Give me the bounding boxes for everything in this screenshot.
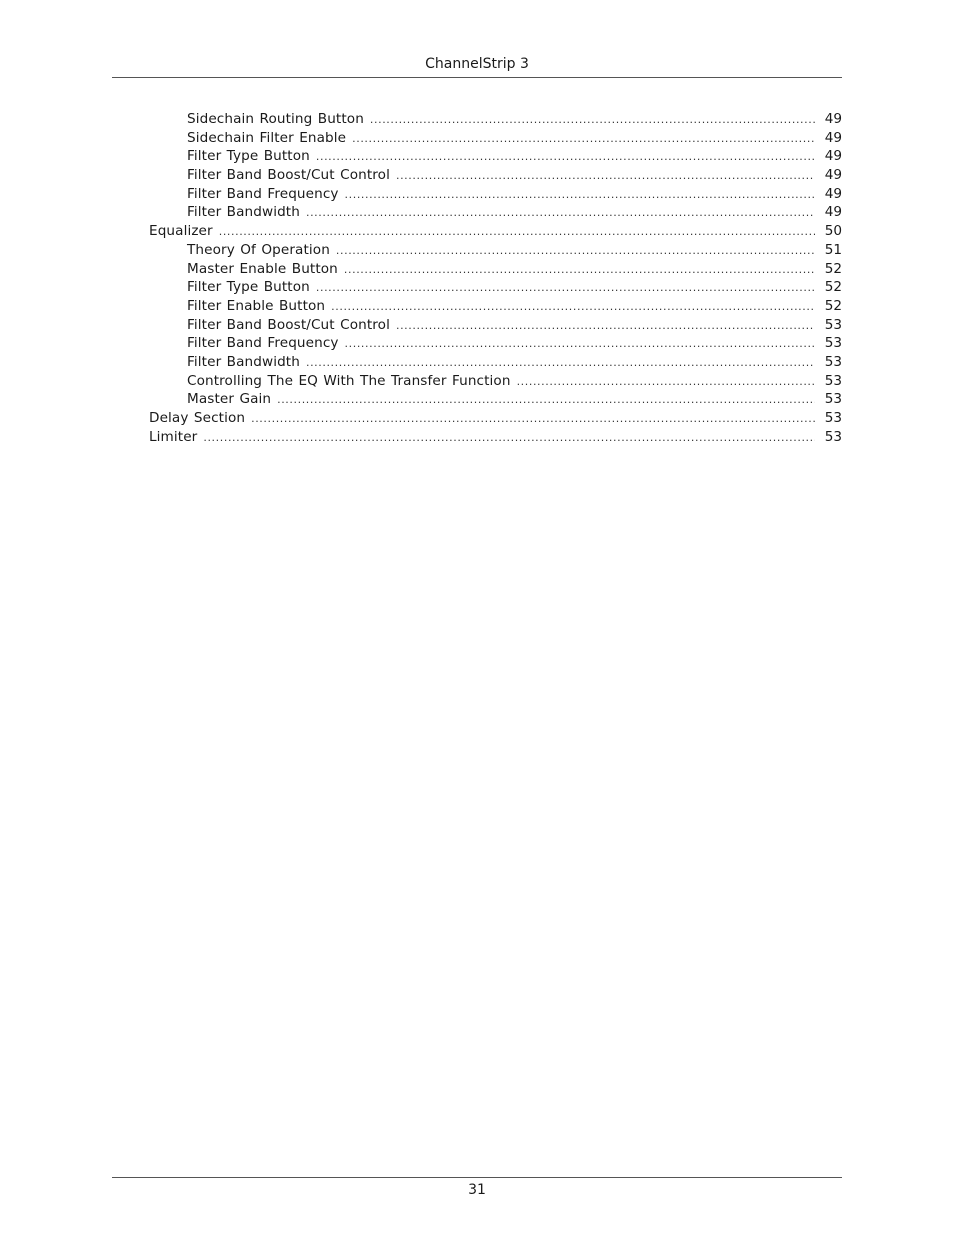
toc-entry-page[interactable]: 50 <box>824 223 842 240</box>
toc-dot-leader <box>396 317 815 336</box>
toc-dot-leader <box>316 148 815 167</box>
toc-dot-leader <box>517 373 815 392</box>
toc-entry-title[interactable]: Theory Of Operation <box>187 241 330 258</box>
toc-entry-title[interactable]: Controlling The EQ With The Transfer Function <box>187 372 511 389</box>
toc-dot-leader <box>251 410 815 429</box>
toc-dot-leader <box>344 261 815 280</box>
toc-entry-page[interactable]: 49 <box>824 204 842 221</box>
toc-entry-page[interactable]: 49 <box>824 148 842 165</box>
toc-entry-page[interactable]: 53 <box>824 428 842 445</box>
toc-entry[interactable] <box>149 129 842 148</box>
toc-entry[interactable] <box>149 147 842 166</box>
toc-dot-leader <box>352 130 815 149</box>
toc-entry[interactable] <box>149 185 842 204</box>
toc-entry-page[interactable]: 53 <box>824 391 842 408</box>
toc-entry-title[interactable]: Filter Type Button <box>187 279 310 296</box>
toc-entry-page[interactable]: 52 <box>824 279 842 296</box>
toc-entry-title[interactable]: Master Enable Button <box>187 260 338 277</box>
toc-entry-page[interactable]: 53 <box>824 353 842 370</box>
toc-entry-page[interactable]: 51 <box>824 241 842 258</box>
toc-entry-page[interactable]: 49 <box>824 129 842 146</box>
toc-entry[interactable] <box>149 428 842 447</box>
page-number: 31 <box>468 1182 486 1198</box>
toc-entry-page[interactable]: 52 <box>824 260 842 277</box>
toc-dot-leader <box>219 223 815 242</box>
toc-entry-page[interactable]: 49 <box>824 111 842 127</box>
toc-entry-title[interactable]: Filter Band Frequency <box>187 335 339 352</box>
toc-entry-title[interactable]: Equalizer <box>149 223 213 240</box>
toc-entry-title[interactable]: Master Gain <box>187 391 272 408</box>
toc-entry-title[interactable]: Sidechain Routing Button <box>187 111 364 127</box>
toc-entry-title[interactable]: Filter Enable Button <box>187 297 326 314</box>
header-rule <box>112 77 842 78</box>
toc-entry-page[interactable]: 49 <box>824 167 842 184</box>
toc-entry-title[interactable]: Filter Band Boost/Cut Control <box>187 316 390 333</box>
toc-entry[interactable] <box>149 278 842 297</box>
toc-dot-leader <box>345 186 815 205</box>
toc-entry[interactable] <box>149 166 842 185</box>
page-header-title: ChannelStrip 3 <box>425 56 529 72</box>
toc-dot-leader <box>203 429 814 448</box>
toc-dot-leader <box>277 391 815 410</box>
toc-dot-leader <box>306 204 815 223</box>
toc-entry-page[interactable]: 52 <box>824 297 842 314</box>
toc-entry-page[interactable]: 53 <box>824 316 842 333</box>
toc-entry-page[interactable]: 53 <box>824 335 842 352</box>
toc-entry[interactable] <box>149 353 842 372</box>
toc-entry-title[interactable]: Filter Bandwidth <box>187 353 300 370</box>
toc-entry-page[interactable]: 53 <box>824 372 842 389</box>
toc-entry[interactable] <box>149 316 842 335</box>
toc-entry-page[interactable]: 49 <box>824 185 842 202</box>
footer-rule <box>112 1177 842 1178</box>
toc-entry-title[interactable]: Filter Band Boost/Cut Control <box>187 167 390 184</box>
toc-entry[interactable] <box>149 297 842 316</box>
toc-entry[interactable] <box>149 390 842 409</box>
toc-dot-leader <box>370 111 815 130</box>
toc-dot-leader <box>316 279 815 298</box>
toc-entry[interactable] <box>149 260 842 279</box>
toc-dot-leader <box>345 335 815 354</box>
toc-entry-page[interactable]: 53 <box>824 410 842 426</box>
toc-entry[interactable] <box>149 203 842 222</box>
toc-entry[interactable] <box>149 222 842 241</box>
toc-entry[interactable] <box>149 372 842 391</box>
toc-dot-leader <box>396 167 815 186</box>
table-of-contents <box>149 110 842 446</box>
toc-entry-title[interactable]: Filter Bandwidth <box>187 204 300 221</box>
toc-entry[interactable] <box>149 334 842 353</box>
toc-dot-leader <box>336 242 815 261</box>
toc-dot-leader <box>306 354 815 373</box>
toc-entry[interactable] <box>149 110 842 129</box>
toc-entry-title[interactable]: Filter Band Frequency <box>187 185 339 202</box>
toc-entry-title[interactable]: Sidechain Filter Enable <box>187 129 347 146</box>
toc-dot-leader <box>331 298 815 317</box>
toc-entry-title[interactable]: Filter Type Button <box>187 148 310 165</box>
toc-entry[interactable] <box>149 409 842 428</box>
toc-entry-title[interactable]: Delay Section <box>149 410 246 426</box>
toc-entry[interactable] <box>149 241 842 260</box>
toc-entry-title[interactable]: Limiter <box>149 428 198 445</box>
